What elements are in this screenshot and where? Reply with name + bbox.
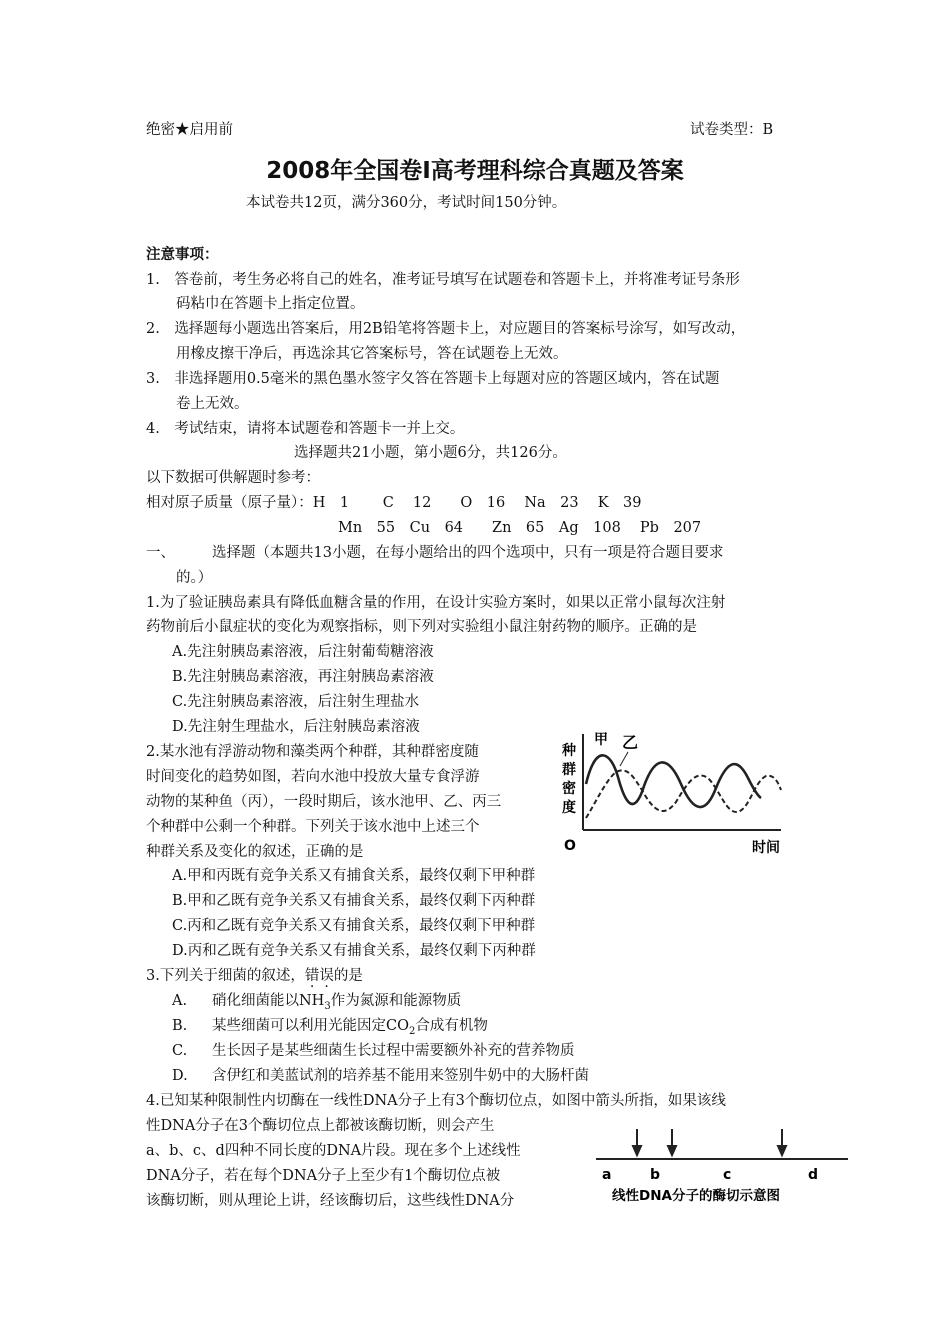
question-3-option-a bbox=[172, 991, 462, 1012]
reference-line-1: 相对原子质量（原子量）：H 1 C 12 O 16 Na 23 K 39 bbox=[146, 495, 642, 511]
option-letter: B. bbox=[172, 1018, 188, 1034]
secrecy-label: 绝密★启用前 bbox=[146, 122, 233, 138]
population-density-figure bbox=[556, 722, 796, 862]
reference-line-2: Mn 55 Cu 64 Zn 65 Ag 108 Pb 207 bbox=[338, 520, 702, 536]
emphasis-char: 误 bbox=[319, 968, 334, 984]
option-text: 生长因子是某些细菌生长过程中需要额外补充的营养物质 bbox=[212, 1043, 575, 1059]
question-1-option-a: A.先注射胰岛素溶液，后注射葡萄糖溶液 bbox=[172, 644, 434, 660]
question-2-option-a: A.甲和丙既有竞争关系又有捕食关系，最终仅剩下甲种群 bbox=[172, 868, 536, 884]
cut-arrow bbox=[778, 1129, 786, 1155]
reference-intro: 以下数据可供解题时参考： bbox=[146, 470, 320, 486]
notice-line: 用橡皮擦干净后，再选涂其它答案标号，答在试题卷上无效。 bbox=[176, 346, 568, 362]
question-4-stem: 4.已知某种限制性内切酶在一线性DNA分子上有3个酶切位点，如图中箭头所指，如果该线 bbox=[146, 1093, 726, 1109]
option-letter: D. bbox=[172, 1068, 188, 1084]
part-heading-cont: 的。） bbox=[176, 570, 213, 586]
question-3-stem bbox=[146, 966, 363, 986]
y-axis-label-char: 度 bbox=[562, 800, 576, 816]
notice-line: 2. 选择题每小题选出答案后，用2B铅笔将答题卡上，对应题目的答案标号涂写，如写改动， bbox=[146, 321, 746, 337]
question-1-option-d: D.先注射生理盐水，后注射胰岛素溶液 bbox=[172, 719, 420, 735]
question-4-stem: 该酶切断，则从理论上讲，经该酶切后，这些线性DNA分 bbox=[146, 1193, 515, 1209]
option-letter: C. bbox=[172, 1043, 188, 1059]
series-yi-pointer bbox=[620, 752, 628, 766]
page-title: 2008年全国卷Ⅰ高考理科综合真题及答案 bbox=[266, 158, 684, 184]
dna-cut-figure bbox=[590, 1124, 855, 1210]
question-3-stem-prefix: 3.下列关于细菌的叙述， bbox=[146, 968, 305, 984]
notice-line: 1. 答卷前，考生务必将自己的姓名，准考证号填写在试题卷和答题卡上，并将准考证号条形 bbox=[146, 272, 740, 288]
cut-arrow bbox=[668, 1129, 676, 1155]
fragment-label: b bbox=[650, 1167, 661, 1183]
question-4-stem: DNA分子，若在每个DNA分子上至少有1个酶切位点被 bbox=[146, 1168, 501, 1184]
question-2-option-b: B.甲和乙既有竞争关系又有捕食关系，最终仅剩下丙种群 bbox=[172, 893, 536, 909]
y-axis-label-char: 种 bbox=[562, 743, 576, 759]
section-info: 选择题共21小题，第小题6分，共126分。 bbox=[294, 445, 567, 461]
fragment-label: a bbox=[602, 1167, 612, 1183]
notice-line: 3. 非选择题用0.5毫米的黑色墨水签字夂答在答题卡上每题对应的答题区域内，答在试题 bbox=[146, 371, 720, 387]
question-1-option-c: C.先注射胰岛素溶液，后注射生理盐水 bbox=[172, 694, 420, 710]
option-text: 含伊红和美蓝试剂的培养基不能用来签别牛奶中的大肠杆菌 bbox=[212, 1068, 589, 1084]
question-2-option-d: D.丙和乙既有竞争关系又有捕食关系，最终仅剩下丙种群 bbox=[172, 943, 536, 959]
question-2-stem: 个种群中公剩一个种群。下列关于该水池中上述三个 bbox=[146, 819, 480, 835]
question-4-stem: 性DNA分子在3个酶切位点上都被该酶切断，则会产生 bbox=[146, 1118, 495, 1134]
subtitle: 本试卷共12页，满分360分，考试时间150分钟。 bbox=[246, 195, 567, 211]
question-1-option-b: B.先注射胰岛素溶液，再注射胰岛素溶液 bbox=[172, 669, 434, 685]
question-2-stem: 种群关系及变化的叙述，正确的是 bbox=[146, 844, 364, 860]
question-3-option-d bbox=[172, 1066, 589, 1086]
series-jia-label: 甲 bbox=[594, 732, 608, 748]
option-letter: A. bbox=[172, 993, 188, 1009]
question-1-stem: 1.为了验证胰岛素具有降低血糖含量的作用，在设计实验方案时，如果以正常小鼠每次注射 bbox=[146, 595, 726, 611]
series-yi-label: 乙 bbox=[622, 733, 639, 752]
emphasis-char: 错 bbox=[304, 968, 320, 984]
question-2-stem: 2.某水池有浮游动物和藻类两个种群，其种群密度随 bbox=[146, 744, 479, 760]
x-axis-label: 时间 bbox=[752, 840, 780, 856]
notice-line: 4. 考试结束，请将本试题卷和答题卡一并上交。 bbox=[146, 421, 465, 437]
notice-heading: 注意事项： bbox=[146, 247, 219, 263]
notice-line: 卷上无效。 bbox=[176, 396, 249, 412]
series-jia-curve bbox=[586, 755, 761, 807]
question-3-stem-suffix: 的是 bbox=[333, 968, 363, 984]
question-1-stem: 药物前后小鼠症状的变化为观察指标，则下列对实验组小鼠注射药物的顺序。正确的是 bbox=[146, 619, 697, 635]
y-axis-label-char: 群 bbox=[562, 762, 576, 778]
notice-line: 码粘巾在答题卡上指定位置。 bbox=[176, 296, 365, 312]
figure-caption: 线性DNA分子的酶切示意图 bbox=[612, 1188, 780, 1204]
fragment-label: d bbox=[808, 1167, 819, 1183]
origin-label: O bbox=[564, 838, 576, 854]
option-text: 某些细菌可以利用光能因定$CO_2$合成有机物 bbox=[212, 1018, 488, 1037]
fragment-label: c bbox=[723, 1167, 732, 1183]
question-3-option-b bbox=[172, 1016, 488, 1037]
series-yi-curve bbox=[586, 770, 781, 818]
question-4-stem: a、b、c、d四种不同长度的DNA片段。现在多个上述线性 bbox=[146, 1143, 521, 1159]
option-text: 硝化细菌能以$NH_3$作为氮源和能源物质 bbox=[212, 993, 462, 1012]
part-number: 一、 bbox=[146, 545, 175, 561]
y-axis-label-char: 密 bbox=[562, 781, 576, 797]
part-heading: 选择题（本题共13小题，在每小题给出的四个选项中，只有一项是符合题目要求 bbox=[212, 545, 724, 561]
question-2-option-c: C.丙和乙既有竞争关系又有捕食关系，最终仅剩下甲种群 bbox=[172, 918, 536, 934]
question-2-stem: 动物的某种鱼（丙），一段时期后，该水池甲、乙、丙三 bbox=[146, 794, 502, 810]
question-3-option-c bbox=[172, 1041, 575, 1061]
cut-arrow bbox=[633, 1129, 641, 1155]
paper-type-label: 试卷类型：B bbox=[690, 122, 774, 138]
question-2-stem: 时间变化的趋势如图，若向水池中投放大量专食浮游 bbox=[146, 769, 480, 785]
